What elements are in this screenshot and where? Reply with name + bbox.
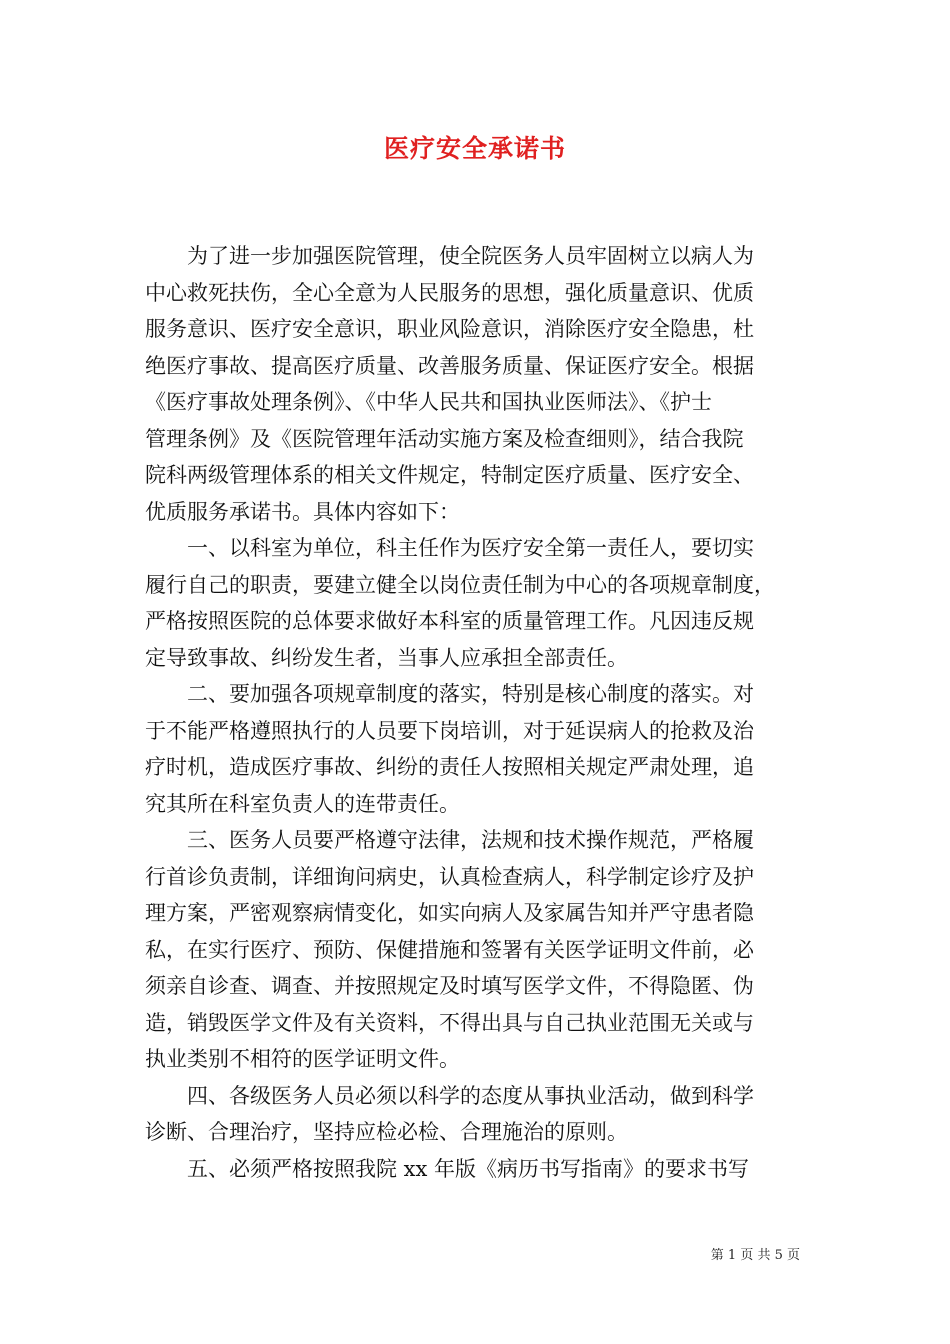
body-line: 《医疗事故处理条例》、《中华人民共和国执业医师法》、《护士 — [145, 390, 712, 414]
body-line: 行首诊负责制，详细询问病史，认真检查病人，科学制定诊疗及护 — [145, 864, 754, 889]
body-line: 五、必须严格按照我院 xx 年版《病历书写指南》的要求书写 — [145, 1156, 750, 1181]
page-number: 第 1 页 共 5 页 — [710, 1248, 800, 1263]
body-line: 私，在实行医疗、预防、保健措施和签署有关医学证明文件前，必 — [145, 937, 754, 962]
body-line: 管理条例》及《医院管理年活动实施方案及检查细则》，结合我院 — [145, 426, 744, 451]
body-line: 严格按照医院的总体要求做好本科室的质量管理工作。凡因违反规 — [145, 609, 754, 633]
body-line: 优质服务承诺书。具体内容如下： — [145, 499, 460, 524]
body-line: 二、要加强各项规章制度的落实，特别是核心制度的落实。对 — [145, 682, 754, 706]
body-line: 履行自己的职责，要建立健全以岗位责任制为中心的各项规章制度， — [145, 572, 775, 597]
body-line: 于不能严格遵照执行的人员要下岗培训，对于延误病人的抢救及治 — [145, 718, 754, 743]
body-line: 服务意识、医疗安全意识，职业风险意识，消除医疗安全隐患，杜 — [145, 317, 754, 341]
body-line: 究其所在科室负责人的连带责任。 — [145, 791, 460, 816]
document-body — [145, 238, 825, 1187]
body-line: 四、各级医务人员必须以科学的态度从事执业活动，做到科学 — [145, 1083, 754, 1108]
body-line: 须亲自诊查、调查、并按照规定及时填写医学文件，不得隐匿、伪 — [145, 974, 754, 998]
body-line: 诊断、合理治疗，坚持应检必检、合理施治的原则。 — [145, 1120, 628, 1144]
body-line: 造，销毁医学文件及有关资料，不得出具与自己执业范围无关或与 — [145, 1010, 754, 1035]
document-title: 医疗安全承诺书 — [383, 134, 566, 163]
body-line: 执业类别不相符的医学证明文件。 — [145, 1047, 460, 1071]
body-line: 中心救死扶伤，全心全意为人民服务的思想，强化质量意识、优质 — [145, 280, 754, 305]
body-line: 定导致事故、纠纷发生者，当事人应承担全部责任。 — [145, 645, 628, 670]
body-line: 绝医疗事故、提高医疗质量、改善服务质量、保证医疗安全。根据 — [145, 353, 754, 378]
body-line: 院科两级管理体系的相关文件规定，特制定医疗质量、医疗安全、 — [145, 463, 754, 487]
body-line: 为了进一步加强医院管理，使全院医务人员牢固树立以病人为 — [145, 244, 754, 268]
body-line: 一、以科室为单位，科主任作为医疗安全第一责任人，要切实 — [145, 536, 754, 560]
body-line: 三、医务人员要严格遵守法律，法规和技术操作规范，严格履 — [145, 828, 754, 852]
body-line: 疗时机，造成医疗事故、纠纷的责任人按照相关规定严肃处理，追 — [145, 755, 754, 779]
body-line: 理方案，严密观察病情变化，如实向病人及家属告知并严守患者隐 — [145, 901, 754, 925]
